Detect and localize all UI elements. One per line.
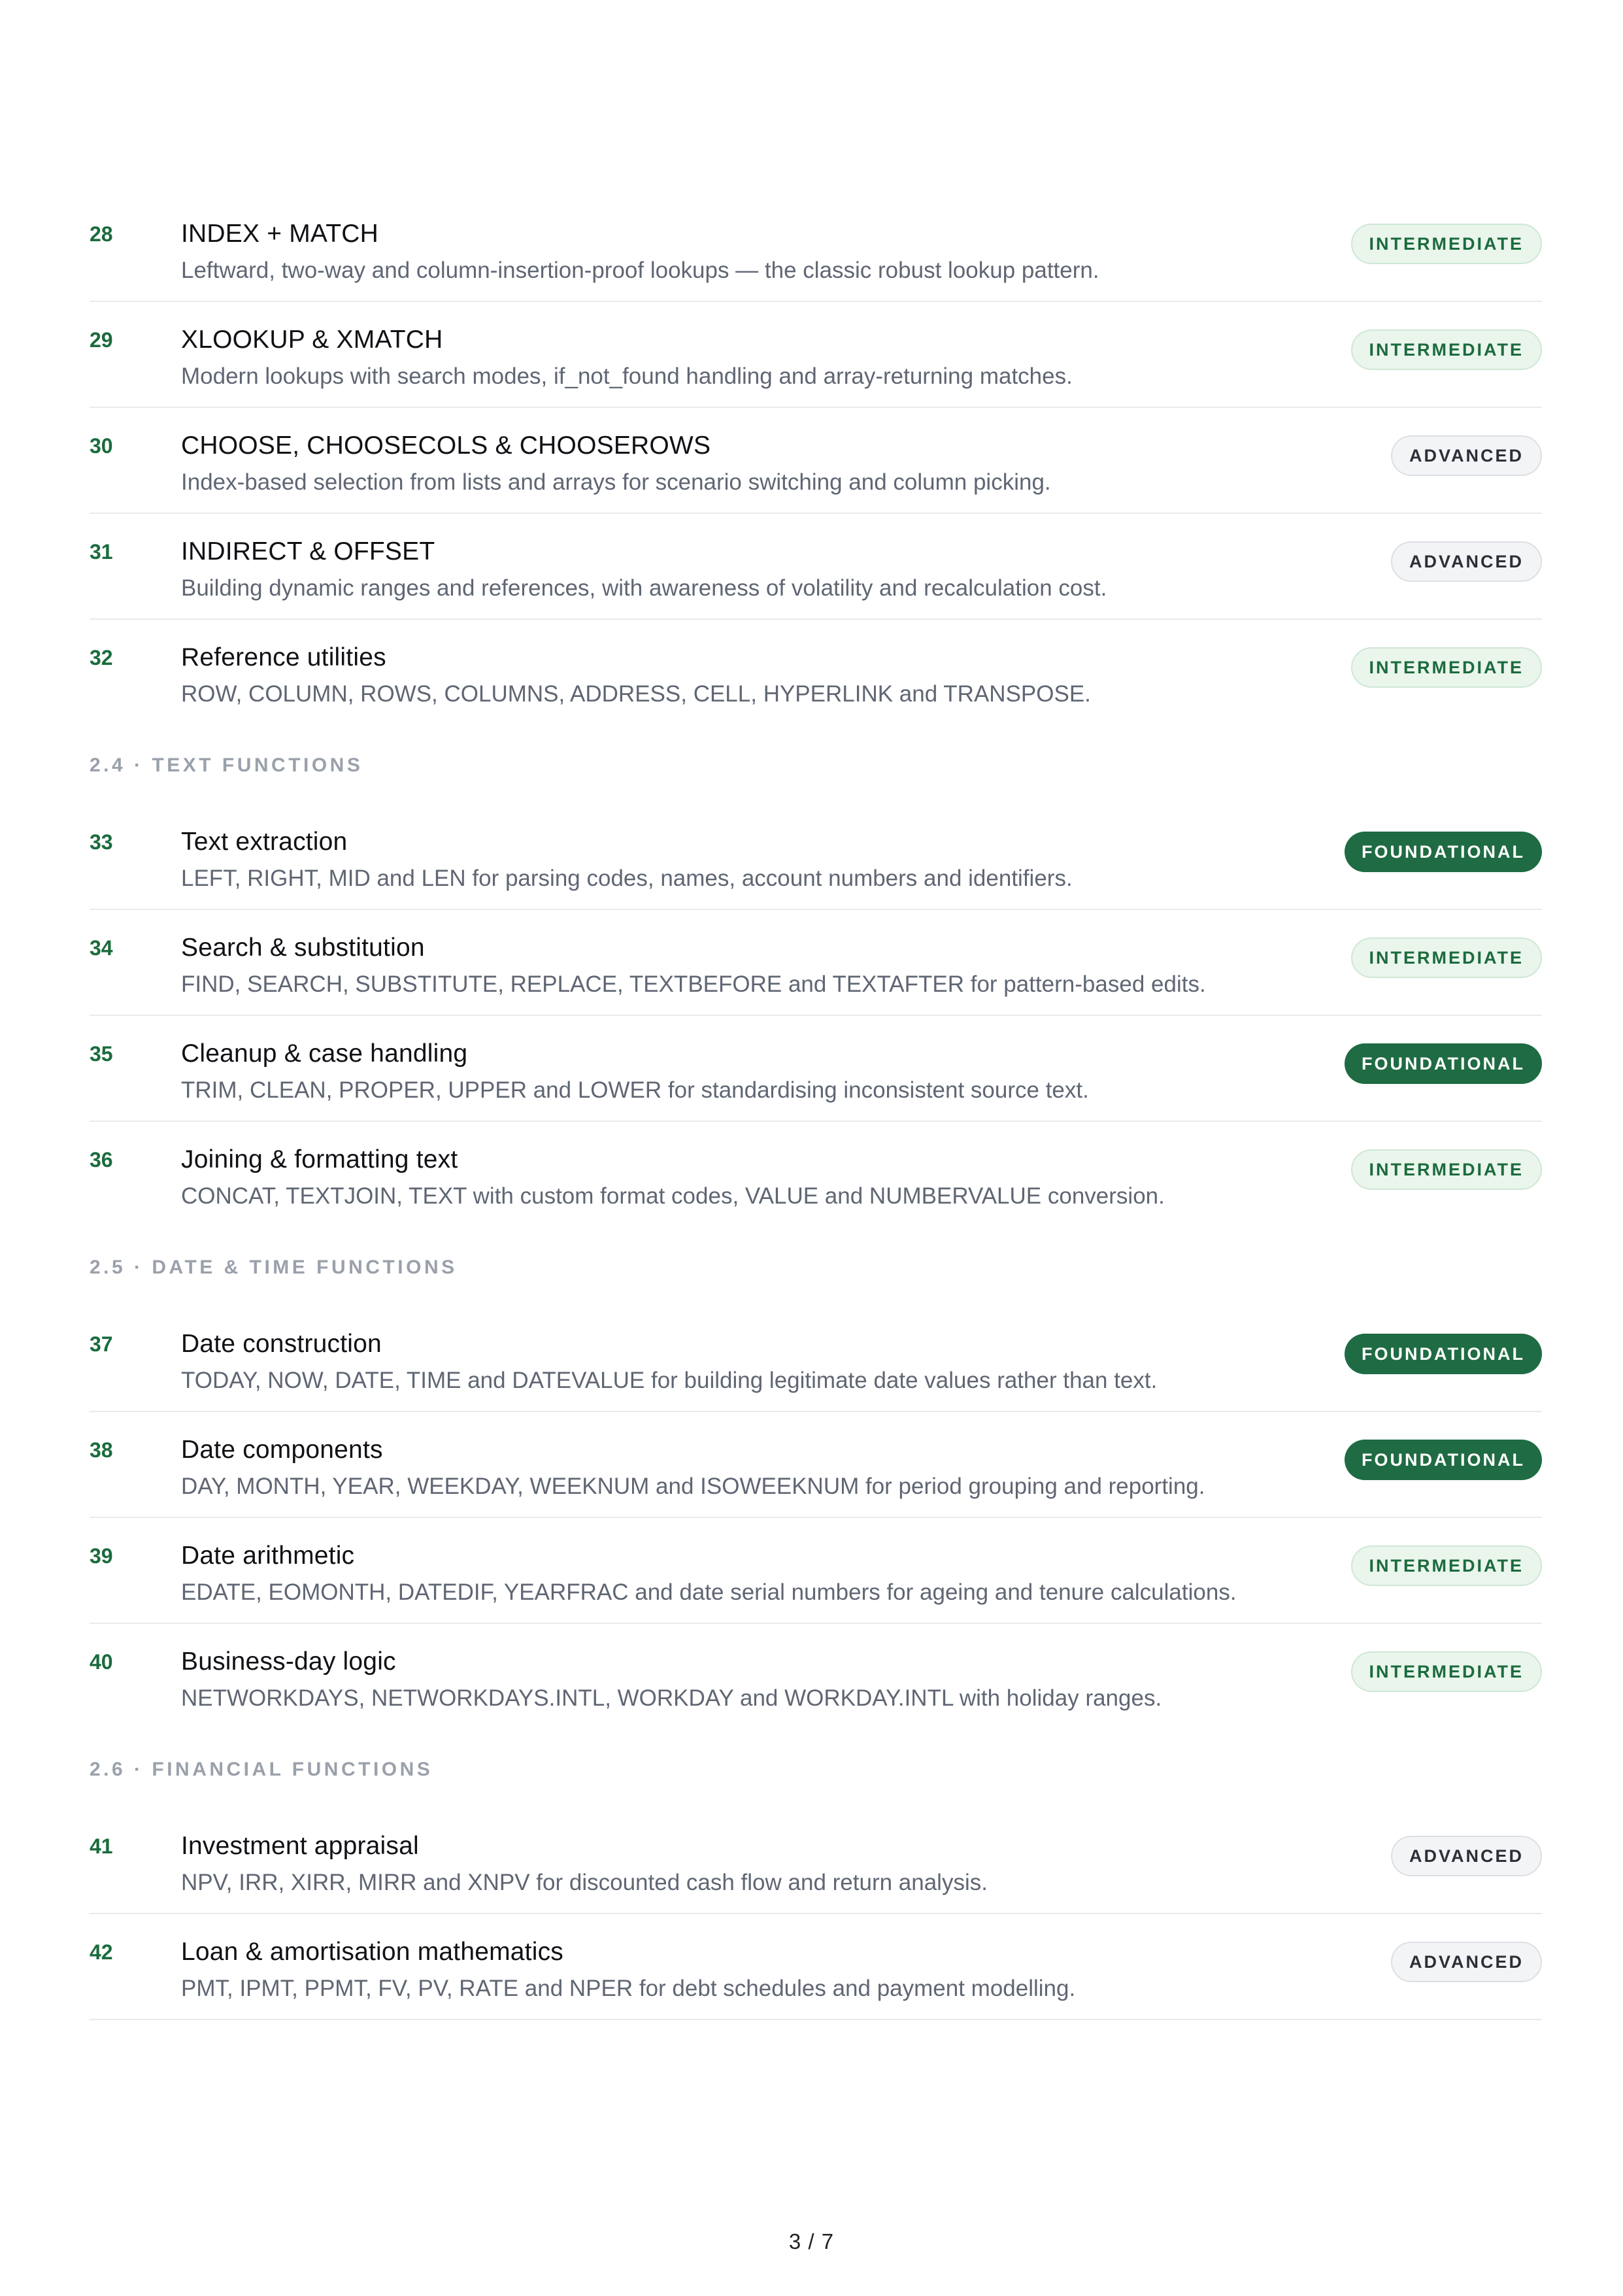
list-item <box>90 1624 1542 1730</box>
item-number: 39 <box>90 1544 113 1568</box>
list-item <box>90 1306 1542 1412</box>
list-item <box>90 1518 1542 1624</box>
item-title: Text extraction <box>181 828 348 856</box>
group-lookup-continued <box>90 196 1542 726</box>
level-badge: INTERMEDIATE <box>1351 1545 1543 1586</box>
section-heading-label: 2.4 · TEXT FUNCTIONS <box>90 754 363 776</box>
item-description: NETWORKDAYS, NETWORKDAYS.INTL, WORKDAY and WORKDAY.INTL with holiday ranges. <box>181 1685 1162 1711</box>
level-badge: INTERMEDIATE <box>1351 1149 1543 1190</box>
level-badge: INTERMEDIATE <box>1351 1651 1543 1692</box>
item-description: FIND, SEARCH, SUBSTITUTE, REPLACE, TEXTBEFORE and TEXTAFTER for pattern-based edits. <box>181 971 1206 997</box>
list-item <box>90 408 1542 514</box>
item-number: 40 <box>90 1650 113 1674</box>
level-badge: INTERMEDIATE <box>1351 224 1543 264</box>
level-badge: FOUNDATIONAL <box>1345 1334 1542 1374</box>
item-title: Date construction <box>181 1330 382 1358</box>
level-badge: INTERMEDIATE <box>1351 937 1543 978</box>
item-number: 32 <box>90 646 113 669</box>
level-badge: ADVANCED <box>1391 1836 1542 1876</box>
level-badge: ADVANCED <box>1391 541 1542 582</box>
level-badge: FOUNDATIONAL <box>1345 1043 1542 1084</box>
group-text-functions <box>90 726 1542 1228</box>
item-number: 41 <box>90 1834 113 1858</box>
item-number: 42 <box>90 1940 113 1964</box>
list-item <box>90 196 1542 302</box>
item-number: 30 <box>90 434 113 458</box>
item-title: Reference utilities <box>181 643 386 671</box>
list-item <box>90 302 1542 408</box>
item-number: 36 <box>90 1148 113 1172</box>
list-item <box>90 910 1542 1016</box>
item-description: PMT, IPMT, PPMT, FV, PV, RATE and NPER for debt schedules and payment modelling. <box>181 1976 1076 2001</box>
level-badge: ADVANCED <box>1391 1942 1542 1982</box>
item-title: Loan & amortisation mathematics <box>181 1938 563 1966</box>
list-item <box>90 804 1542 910</box>
list-item <box>90 1016 1542 1122</box>
item-title: Investment appraisal <box>181 1832 419 1860</box>
item-description: LEFT, RIGHT, MID and LEN for parsing codes, names, account numbers and identifiers. <box>181 866 1073 891</box>
page-number: 3 / 7 <box>788 2229 835 2254</box>
group-financial-functions <box>90 1730 1542 2020</box>
item-number: 37 <box>90 1332 113 1356</box>
item-description: Index-based selection from lists and arrays for scenario switching and column picking. <box>181 469 1051 495</box>
list-item <box>90 514 1542 620</box>
item-title: Joining & formatting text <box>181 1145 458 1173</box>
module-list <box>90 196 1542 2020</box>
section-heading-label: 2.5 · DATE & TIME FUNCTIONS <box>90 1257 458 1278</box>
list-item <box>90 1412 1542 1518</box>
group-date-time-functions <box>90 1228 1542 1730</box>
item-number: 33 <box>90 830 113 854</box>
item-description: Building dynamic ranges and references, with awareness of volatility and recalculation cost. <box>181 575 1107 601</box>
list-item <box>90 620 1542 726</box>
section-heading <box>90 726 1542 804</box>
level-badge: FOUNDATIONAL <box>1345 832 1542 872</box>
level-badge: INTERMEDIATE <box>1351 329 1543 370</box>
item-description: Modern lookups with search modes, if_not_found handling and array-returning matches. <box>181 363 1073 389</box>
item-number: 31 <box>90 540 113 564</box>
section-heading <box>90 1228 1542 1306</box>
item-title: Search & substitution <box>181 934 425 962</box>
list-item <box>90 1122 1542 1228</box>
item-description: DAY, MONTH, YEAR, WEEKDAY, WEEKNUM and ISOWEEKNUM for period grouping and reporting. <box>181 1474 1205 1499</box>
level-badge: FOUNDATIONAL <box>1345 1440 1542 1480</box>
level-badge: INTERMEDIATE <box>1351 647 1543 688</box>
item-title: INDEX + MATCH <box>181 220 378 248</box>
section-heading <box>90 1730 1542 1808</box>
item-number: 28 <box>90 222 113 246</box>
item-description: NPV, IRR, XIRR, MIRR and XNPV for discounted cash flow and return analysis. <box>181 1870 988 1895</box>
item-description: TODAY, NOW, DATE, TIME and DATEVALUE for building legitimate date values rather than text. <box>181 1368 1158 1393</box>
item-title: Date components <box>181 1436 383 1464</box>
item-number: 29 <box>90 328 113 352</box>
item-description: Leftward, two-way and column-insertion-proof lookups — the classic robust lookup pattern. <box>181 258 1099 283</box>
item-title: CHOOSE, CHOOSECOLS & CHOOSEROWS <box>181 431 711 460</box>
list-item <box>90 1914 1542 2020</box>
item-number: 38 <box>90 1438 113 1462</box>
item-title: Date arithmetic <box>181 1542 355 1570</box>
item-title: INDIRECT & OFFSET <box>181 537 435 566</box>
item-title: Business-day logic <box>181 1647 396 1676</box>
list-item <box>90 1808 1542 1914</box>
item-title: Cleanup & case handling <box>181 1039 468 1068</box>
item-description: ROW, COLUMN, ROWS, COLUMNS, ADDRESS, CELL, HYPERLINK and TRANSPOSE. <box>181 681 1091 707</box>
item-description: CONCAT, TEXTJOIN, TEXT with custom format codes, VALUE and NUMBERVALUE conversion. <box>181 1183 1165 1209</box>
item-number: 34 <box>90 936 113 960</box>
section-heading-label: 2.6 · FINANCIAL FUNCTIONS <box>90 1759 433 1780</box>
level-badge: ADVANCED <box>1391 435 1542 476</box>
item-number: 35 <box>90 1042 113 1066</box>
item-description: TRIM, CLEAN, PROPER, UPPER and LOWER for standardising inconsistent source text. <box>181 1077 1089 1103</box>
item-description: EDATE, EOMONTH, DATEDIF, YEARFRAC and date serial numbers for ageing and tenure calculations. <box>181 1579 1237 1605</box>
item-title: XLOOKUP & XMATCH <box>181 326 443 354</box>
